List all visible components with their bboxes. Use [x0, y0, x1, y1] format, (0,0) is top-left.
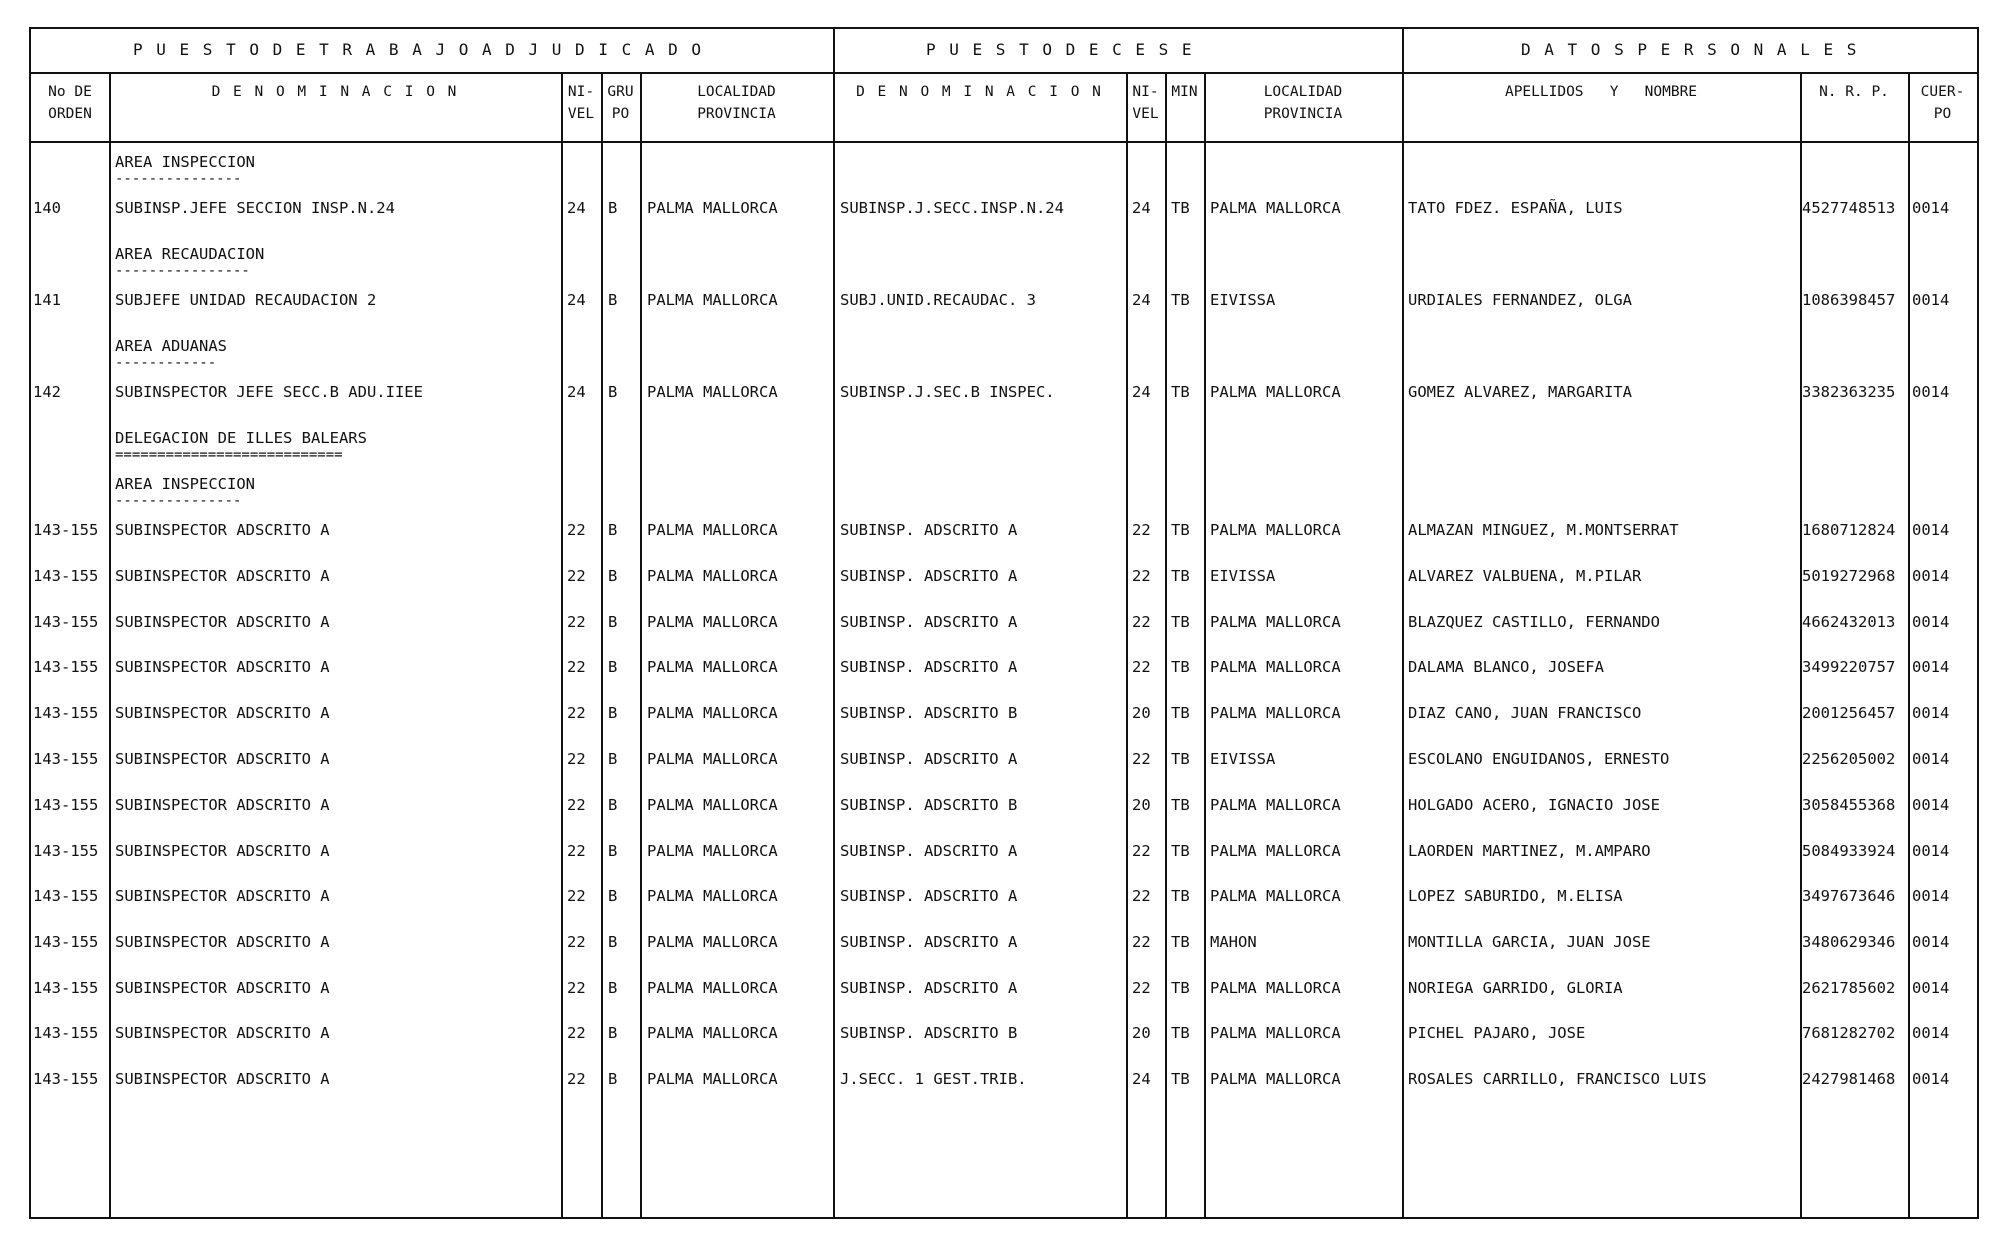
cell-orden: 143-155 [33, 567, 99, 585]
cell-cuerpo: 0014 [1912, 933, 1950, 951]
cell-nrp: 3480629346 [1802, 933, 1896, 951]
cell-nrp: 5019272968 [1802, 567, 1896, 585]
cell-denom-cese: SUBINSP. ADSCRITO A [840, 887, 1018, 905]
col-divider [1165, 72, 1167, 1217]
cell-cuerpo: 0014 [1912, 796, 1950, 814]
cell-orden: 143-155 [33, 887, 99, 905]
col-header-grupo [601, 81, 640, 125]
cell-grupo: B [608, 979, 618, 997]
col-divider [1204, 72, 1206, 1217]
cell-nivel: 22 [567, 842, 586, 860]
cell-cuerpo: 0014 [1912, 1024, 1950, 1042]
cell-loc-cese: PALMA MALLORCA [1210, 704, 1341, 722]
cell-min: TB [1171, 704, 1190, 722]
cell-min: TB [1171, 842, 1190, 860]
cell-loc: PALMA MALLORCA [647, 658, 778, 676]
cell-loc-cese: PALMA MALLORCA [1210, 521, 1341, 539]
section-underline: --------------- [115, 493, 242, 509]
cell-loc: PALMA MALLORCA [647, 199, 778, 217]
cell-nrp: 2621785602 [1802, 979, 1896, 997]
col-header-nivel-line2: VEL [567, 106, 595, 122]
cell-denom-cese: SUBINSP. ADSCRITO B [840, 1024, 1018, 1042]
cell-nivel-cese: 20 [1132, 796, 1151, 814]
cell-loc-cese: PALMA MALLORCA [1210, 383, 1341, 401]
cell-nivel-cese: 22 [1132, 658, 1151, 676]
section-label: AREA ADUANAS [115, 337, 227, 355]
cell-nombre: MONTILLA GARCIA, JUAN JOSE [1408, 933, 1651, 951]
cell-orden: 143-155 [33, 979, 99, 997]
cell-denom-cese: J.SECC. 1 GEST.TRIB. [840, 1070, 1027, 1088]
col-header-localidad [640, 81, 833, 125]
cell-loc: PALMA MALLORCA [647, 1024, 778, 1042]
cell-min: TB [1171, 567, 1190, 585]
cell-loc-cese: PALMA MALLORCA [1210, 796, 1341, 814]
cell-loc: PALMA MALLORCA [647, 842, 778, 860]
cell-cuerpo: 0014 [1912, 887, 1950, 905]
cell-nrp: 3382363235 [1802, 383, 1896, 401]
cell-cuerpo: 0014 [1912, 704, 1950, 722]
cell-grupo: B [608, 658, 618, 676]
cell-loc: PALMA MALLORCA [647, 704, 778, 722]
cell-cuerpo: 0014 [1912, 291, 1950, 309]
cell-nivel: 22 [567, 521, 586, 539]
cell-denom: SUBINSPECTOR ADSCRITO A [115, 658, 330, 676]
cell-denom-cese: SUBINSP.J.SECC.INSP.N.24 [840, 199, 1064, 217]
header-divider [31, 72, 1977, 74]
section-underline: =========================== [115, 447, 343, 463]
cell-nivel: 22 [567, 1024, 586, 1042]
cell-denom: SUBJEFE UNIDAD RECAUDACION 2 [115, 291, 377, 309]
cell-nombre: ALVAREZ VALBUENA, M.PILAR [1408, 567, 1642, 585]
cell-nombre: LAORDEN MARTINEZ, M.AMPARO [1408, 842, 1651, 860]
cell-cuerpo: 0014 [1912, 521, 1950, 539]
cell-nivel: 22 [567, 567, 586, 585]
cell-cuerpo: 0014 [1912, 842, 1950, 860]
cell-loc-cese: PALMA MALLORCA [1210, 199, 1341, 217]
cell-orden: 143-155 [33, 750, 99, 768]
cell-cuerpo: 0014 [1912, 979, 1950, 997]
cell-loc-cese: PALMA MALLORCA [1210, 979, 1341, 997]
cell-cuerpo: 0014 [1912, 750, 1950, 768]
cell-denom: SUBINSPECTOR ADSCRITO A [115, 887, 330, 905]
cell-denom: SUBINSP.JEFE SECCION INSP.N.24 [115, 199, 395, 217]
cell-nrp: 1086398457 [1802, 291, 1896, 309]
cell-loc: PALMA MALLORCA [647, 291, 778, 309]
cell-orden: 143-155 [33, 1024, 99, 1042]
cell-loc: PALMA MALLORCA [647, 383, 778, 401]
cell-loc: PALMA MALLORCA [647, 521, 778, 539]
cell-denom-cese: SUBINSP. ADSCRITO A [840, 842, 1018, 860]
cell-min: TB [1171, 199, 1190, 217]
cell-orden: 142 [33, 383, 61, 401]
col-divider [1800, 72, 1802, 1217]
cell-nrp: 7681282702 [1802, 1024, 1896, 1042]
col-header-nivel-line1: NI- [567, 84, 595, 100]
cell-nivel-cese: 22 [1132, 933, 1151, 951]
cell-min: TB [1171, 658, 1190, 676]
cell-cuerpo: 0014 [1912, 613, 1950, 631]
cell-denom: SUBINSPECTOR JEFE SECC.B ADU.IIEE [115, 383, 423, 401]
cell-denom: SUBINSPECTOR ADSCRITO A [115, 933, 330, 951]
cell-nrp: 2427981468 [1802, 1070, 1896, 1088]
cell-denom-cese: SUBINSP. ADSCRITO A [840, 521, 1018, 539]
cell-loc-cese: PALMA MALLORCA [1210, 613, 1341, 631]
cell-loc: PALMA MALLORCA [647, 796, 778, 814]
col-header-apellidos: APELLIDOS Y NOMBRE [1504, 84, 1698, 100]
cell-nombre: GOMEZ ALVAREZ, MARGARITA [1408, 383, 1632, 401]
cell-orden: 143-155 [33, 704, 99, 722]
cell-loc-cese: PALMA MALLORCA [1210, 1070, 1341, 1088]
columns-divider [31, 141, 1977, 143]
cell-denom-cese: SUBINSP. ADSCRITO B [840, 704, 1018, 722]
cell-nombre: ROSALES CARRILLO, FRANCISCO LUIS [1408, 1070, 1707, 1088]
cell-grupo: B [608, 383, 618, 401]
cell-loc: PALMA MALLORCA [647, 567, 778, 585]
group-divider-personales [1402, 29, 1404, 1217]
cell-loc: PALMA MALLORCA [647, 933, 778, 951]
col-divider [1908, 72, 1910, 1217]
cell-min: TB [1171, 383, 1190, 401]
cell-nivel: 22 [567, 750, 586, 768]
col-header-grupo-line2: PO [611, 106, 630, 122]
cell-orden: 140 [33, 199, 61, 217]
cell-cuerpo: 0014 [1912, 383, 1950, 401]
cell-loc-cese: PALMA MALLORCA [1210, 658, 1341, 676]
cell-grupo: B [608, 842, 618, 860]
cell-denom-cese: SUBINSP. ADSCRITO A [840, 750, 1018, 768]
cell-nrp: 4662432013 [1802, 613, 1896, 631]
cell-denom: SUBINSPECTOR ADSCRITO A [115, 704, 330, 722]
cell-nombre: ESCOLANO ENGUIDANOS, ERNESTO [1408, 750, 1670, 768]
cell-nivel: 22 [567, 1070, 586, 1088]
cell-denom-cese: SUBINSP. ADSCRITO A [840, 613, 1018, 631]
cell-nombre: HOLGADO ACERO, IGNACIO JOSE [1408, 796, 1660, 814]
cell-nivel-cese: 20 [1132, 704, 1151, 722]
cell-min: TB [1171, 979, 1190, 997]
cell-nivel: 22 [567, 796, 586, 814]
cell-grupo: B [608, 613, 618, 631]
group-header-cese: P U E S T O D E C E S E [926, 40, 1194, 59]
section-underline: ---------------- [115, 263, 250, 279]
cell-orden: 143-155 [33, 933, 99, 951]
cell-nombre: URDIALES FERNANDEZ, OLGA [1408, 291, 1632, 309]
cell-loc-cese: EIVISSA [1210, 291, 1276, 309]
cell-loc-cese: PALMA MALLORCA [1210, 887, 1341, 905]
cell-nivel-cese: 22 [1132, 842, 1151, 860]
cell-cuerpo: 0014 [1912, 199, 1950, 217]
cell-denom: SUBINSPECTOR ADSCRITO A [115, 796, 330, 814]
cell-nrp: 1680712824 [1802, 521, 1896, 539]
col-header-nivel [561, 81, 601, 125]
col-header-cuerpo [1908, 81, 1977, 125]
cell-nivel-cese: 24 [1132, 1070, 1151, 1088]
cell-denom: SUBINSPECTOR ADSCRITO A [115, 750, 330, 768]
cell-nivel-cese: 24 [1132, 199, 1151, 217]
cell-min: TB [1171, 796, 1190, 814]
cell-nivel: 24 [567, 199, 586, 217]
cell-nrp: 2001256457 [1802, 704, 1896, 722]
cell-min: TB [1171, 933, 1190, 951]
col-header-denominacion: D E N O M I N A C I O N [211, 84, 459, 100]
cell-min: TB [1171, 291, 1190, 309]
col-header-nivel-cese-line2: VEL [1132, 106, 1159, 122]
cell-grupo: B [608, 521, 618, 539]
cell-loc-cese: EIVISSA [1210, 750, 1276, 768]
col-divider [561, 72, 563, 1217]
cell-nombre: LOPEZ SABURIDO, M.ELISA [1408, 887, 1623, 905]
cell-orden: 143-155 [33, 842, 99, 860]
cell-nrp: 3499220757 [1802, 658, 1896, 676]
cell-orden: 143-155 [33, 796, 99, 814]
cell-nivel: 24 [567, 291, 586, 309]
cell-grupo: B [608, 199, 618, 217]
col-header-nivel-cese-line1: NI- [1132, 84, 1159, 100]
cell-grupo: B [608, 1070, 618, 1088]
cell-orden: 141 [33, 291, 61, 309]
cell-nombre: PICHEL PAJARO, JOSE [1408, 1024, 1586, 1042]
col-divider [601, 72, 603, 1217]
cell-loc-cese: MAHON [1210, 933, 1257, 951]
cell-denom-cese: SUBJ.UNID.RECAUDAC. 3 [840, 291, 1036, 309]
group-divider-cese [833, 29, 835, 1217]
col-header-nivel-cese [1126, 81, 1165, 125]
cell-grupo: B [608, 291, 618, 309]
cell-nivel-cese: 24 [1132, 291, 1151, 309]
cell-min: TB [1171, 521, 1190, 539]
cell-loc: PALMA MALLORCA [647, 887, 778, 905]
cell-orden: 143-155 [33, 658, 99, 676]
col-header-orden [31, 81, 109, 125]
cell-nivel-cese: 22 [1132, 613, 1151, 631]
group-header-personales: D A T O S P E R S O N A L E S [1521, 40, 1859, 59]
personnel-table [29, 27, 1979, 1219]
section-label: DELEGACION DE ILLES BALEARS [115, 429, 367, 447]
col-header-orden-line1: No DE [48, 84, 92, 100]
cell-denom-cese: SUBINSP. ADSCRITO A [840, 658, 1018, 676]
col-header-grupo-line1: GRU [607, 84, 634, 100]
section-label: AREA INSPECCION [115, 153, 255, 171]
cell-nivel-cese: 20 [1132, 1024, 1151, 1042]
cell-cuerpo: 0014 [1912, 567, 1950, 585]
group-header-adjudicado: P U E S T O D E T R A B A J O A D J U D I C A D O [133, 40, 704, 59]
col-header-denominacion-cese: D E N O M I N A C I O N [856, 84, 1103, 100]
cell-grupo: B [608, 1024, 618, 1042]
cell-nivel: 24 [567, 383, 586, 401]
cell-nivel-cese: 22 [1132, 567, 1151, 585]
cell-loc: PALMA MALLORCA [647, 979, 778, 997]
cell-orden: 143-155 [33, 1070, 99, 1088]
cell-nombre: DIAZ CANO, JUAN FRANCISCO [1408, 704, 1642, 722]
cell-nivel-cese: 22 [1132, 521, 1151, 539]
cell-nombre: NORIEGA GARRIDO, GLORIA [1408, 979, 1623, 997]
col-header-cuerpo-line2: PO [1933, 106, 1952, 122]
cell-orden: 143-155 [33, 521, 99, 539]
cell-nombre: TATO FDEZ. ESPAÑA, LUIS [1408, 199, 1623, 217]
cell-nivel: 22 [567, 979, 586, 997]
cell-grupo: B [608, 567, 618, 585]
cell-min: TB [1171, 1070, 1190, 1088]
cell-denom: SUBINSPECTOR ADSCRITO A [115, 521, 330, 539]
cell-loc-cese: PALMA MALLORCA [1210, 842, 1341, 860]
cell-nrp: 2256205002 [1802, 750, 1896, 768]
cell-nivel-cese: 22 [1132, 979, 1151, 997]
cell-denom: SUBINSPECTOR ADSCRITO A [115, 1024, 330, 1042]
cell-denom: SUBINSPECTOR ADSCRITO A [115, 1070, 330, 1088]
cell-orden: 143-155 [33, 613, 99, 631]
col-header-localidad-line1: LOCALIDAD [697, 84, 776, 100]
cell-nrp: 3497673646 [1802, 887, 1896, 905]
cell-denom: SUBINSPECTOR ADSCRITO A [115, 613, 330, 631]
cell-min: TB [1171, 887, 1190, 905]
section-underline: --------------- [115, 171, 242, 187]
cell-min: TB [1171, 613, 1190, 631]
cell-loc: PALMA MALLORCA [647, 1070, 778, 1088]
col-header-cuerpo-line1: CUER- [1920, 84, 1965, 100]
col-header-orden-line2: ORDEN [48, 106, 92, 122]
cell-nivel-cese: 24 [1132, 383, 1151, 401]
col-divider [109, 72, 111, 1217]
cell-cuerpo: 0014 [1912, 658, 1950, 676]
cell-grupo: B [608, 933, 618, 951]
cell-loc-cese: EIVISSA [1210, 567, 1276, 585]
col-header-localidad-line2: PROVINCIA [697, 106, 776, 122]
cell-nivel: 22 [567, 658, 586, 676]
cell-denom-cese: SUBINSP. ADSCRITO A [840, 933, 1018, 951]
cell-nrp: 4527748513 [1802, 199, 1896, 217]
cell-denom: SUBINSPECTOR ADSCRITO A [115, 567, 330, 585]
cell-nombre: DALAMA BLANCO, JOSEFA [1408, 658, 1604, 676]
cell-denom: SUBINSPECTOR ADSCRITO A [115, 842, 330, 860]
cell-grupo: B [608, 750, 618, 768]
cell-denom-cese: SUBINSP.J.SEC.B INSPEC. [840, 383, 1055, 401]
section-underline: ------------ [115, 355, 217, 371]
col-header-localidad-cese-line1: LOCALIDAD [1263, 84, 1343, 100]
section-label: AREA RECAUDACION [115, 245, 265, 263]
cell-nrp: 3058455368 [1802, 796, 1896, 814]
cell-denom-cese: SUBINSP. ADSCRITO A [840, 567, 1018, 585]
col-header-localidad-cese-line2: PROVINCIA [1263, 106, 1343, 122]
cell-denom: SUBINSPECTOR ADSCRITO A [115, 979, 330, 997]
section-label: AREA INSPECCION [115, 475, 255, 493]
cell-loc-cese: PALMA MALLORCA [1210, 1024, 1341, 1042]
cell-loc: PALMA MALLORCA [647, 613, 778, 631]
cell-grupo: B [608, 887, 618, 905]
col-divider [640, 72, 642, 1217]
col-header-min: MIN [1171, 84, 1198, 100]
cell-nivel: 22 [567, 704, 586, 722]
cell-nivel-cese: 22 [1132, 887, 1151, 905]
cell-nivel-cese: 22 [1132, 750, 1151, 768]
cell-nivel: 22 [567, 933, 586, 951]
cell-denom-cese: SUBINSP. ADSCRITO A [840, 979, 1018, 997]
cell-min: TB [1171, 1024, 1190, 1042]
col-header-localidad-cese [1204, 81, 1402, 125]
cell-nrp: 5084933924 [1802, 842, 1896, 860]
cell-loc: PALMA MALLORCA [647, 750, 778, 768]
cell-nombre: ALMAZAN MINGUEZ, M.MONTSERRAT [1408, 521, 1679, 539]
cell-denom-cese: SUBINSP. ADSCRITO B [840, 796, 1018, 814]
cell-nivel: 22 [567, 613, 586, 631]
col-header-nrp: N. R. P. [1819, 84, 1889, 100]
cell-grupo: B [608, 704, 618, 722]
cell-nombre: BLAZQUEZ CASTILLO, FERNANDO [1408, 613, 1660, 631]
cell-min: TB [1171, 750, 1190, 768]
cell-cuerpo: 0014 [1912, 1070, 1950, 1088]
col-divider [1126, 72, 1128, 1217]
cell-grupo: B [608, 796, 618, 814]
cell-nivel: 22 [567, 887, 586, 905]
